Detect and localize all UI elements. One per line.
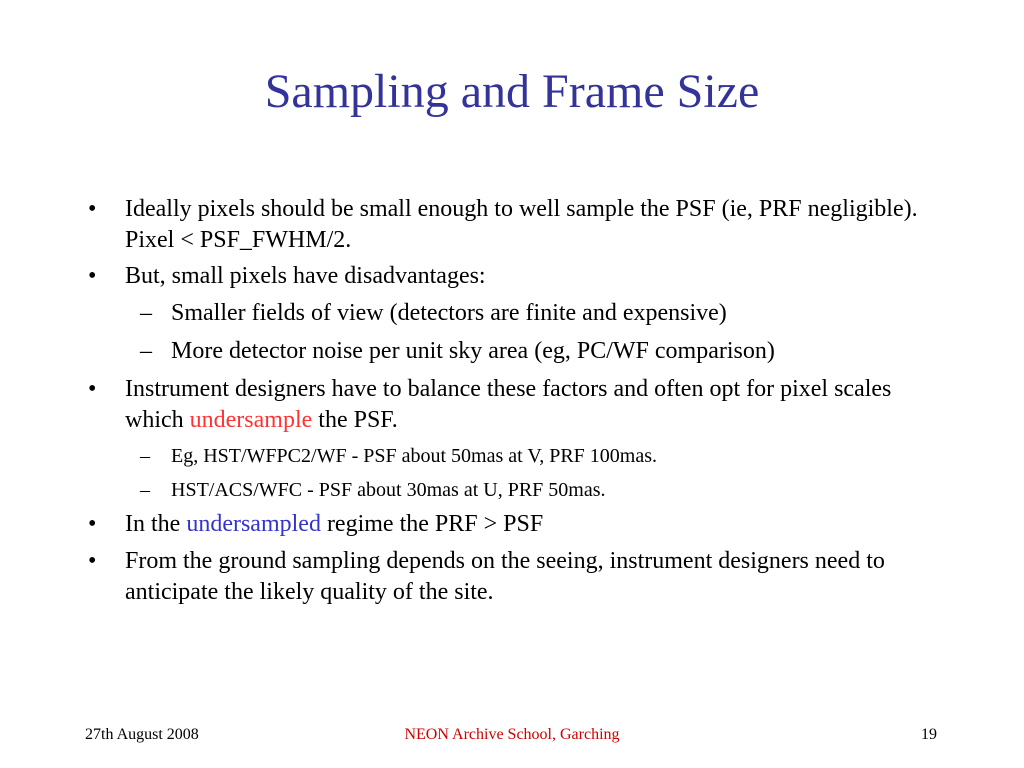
- sub-bullet-marker: –: [140, 479, 150, 501]
- highlight-undersample: undersample: [189, 407, 313, 433]
- bullet-marker: •: [88, 263, 97, 289]
- bullet-text-pre: Instrument designers have to balance these factors and often opt for pixel scales which: [125, 376, 892, 433]
- bullet-marker: •: [88, 376, 97, 402]
- sub-bullet-marker: –: [140, 300, 152, 326]
- bullet-text: [125, 509, 955, 540]
- bullet-text-post: regime the PRF > PSF: [320, 511, 544, 537]
- footer-event: NEON Archive School, Garching: [404, 726, 620, 743]
- sub-bullet-text: HST/ACS/WFC - PSF about 30mas at U, PRF 50mas.: [171, 479, 606, 501]
- bullet-marker: •: [88, 511, 97, 537]
- sub-bullet-marker: –: [140, 338, 152, 364]
- bullet-text: From the ground sampling depends on the seeing, instrument designers need to anticipate the likely quality of the site.: [125, 548, 885, 605]
- bullet-marker: •: [88, 548, 97, 574]
- bullet-text: [125, 374, 955, 436]
- bullet-marker: •: [88, 196, 97, 222]
- bullet-text-post: the PSF.: [312, 407, 398, 433]
- slide-title: Sampling and Frame Size: [264, 65, 760, 118]
- bullet-text: Ideally pixels should be small enough to well sample the PSF (ie, PRF negligible). Pixel < PSF_FWHM/2.: [125, 196, 918, 253]
- bullet-text-pre: In the: [125, 511, 187, 537]
- footer-page-number: 19: [921, 726, 937, 743]
- bullet-text: But, small pixels have disadvantages:: [125, 263, 486, 289]
- footer-date: 27th August 2008: [85, 726, 199, 743]
- sub-bullet-text: Smaller fields of view (detectors are finite and expensive): [171, 300, 727, 326]
- sub-bullet-text: Eg, HST/WFPC2/WF - PSF about 50mas at V, PRF 100mas.: [171, 445, 657, 467]
- sub-bullet-marker: –: [140, 445, 150, 467]
- sub-bullet-text: More detector noise per unit sky area (eg, PC/WF comparison): [171, 338, 775, 364]
- highlight-undersampled: undersampled: [186, 511, 321, 537]
